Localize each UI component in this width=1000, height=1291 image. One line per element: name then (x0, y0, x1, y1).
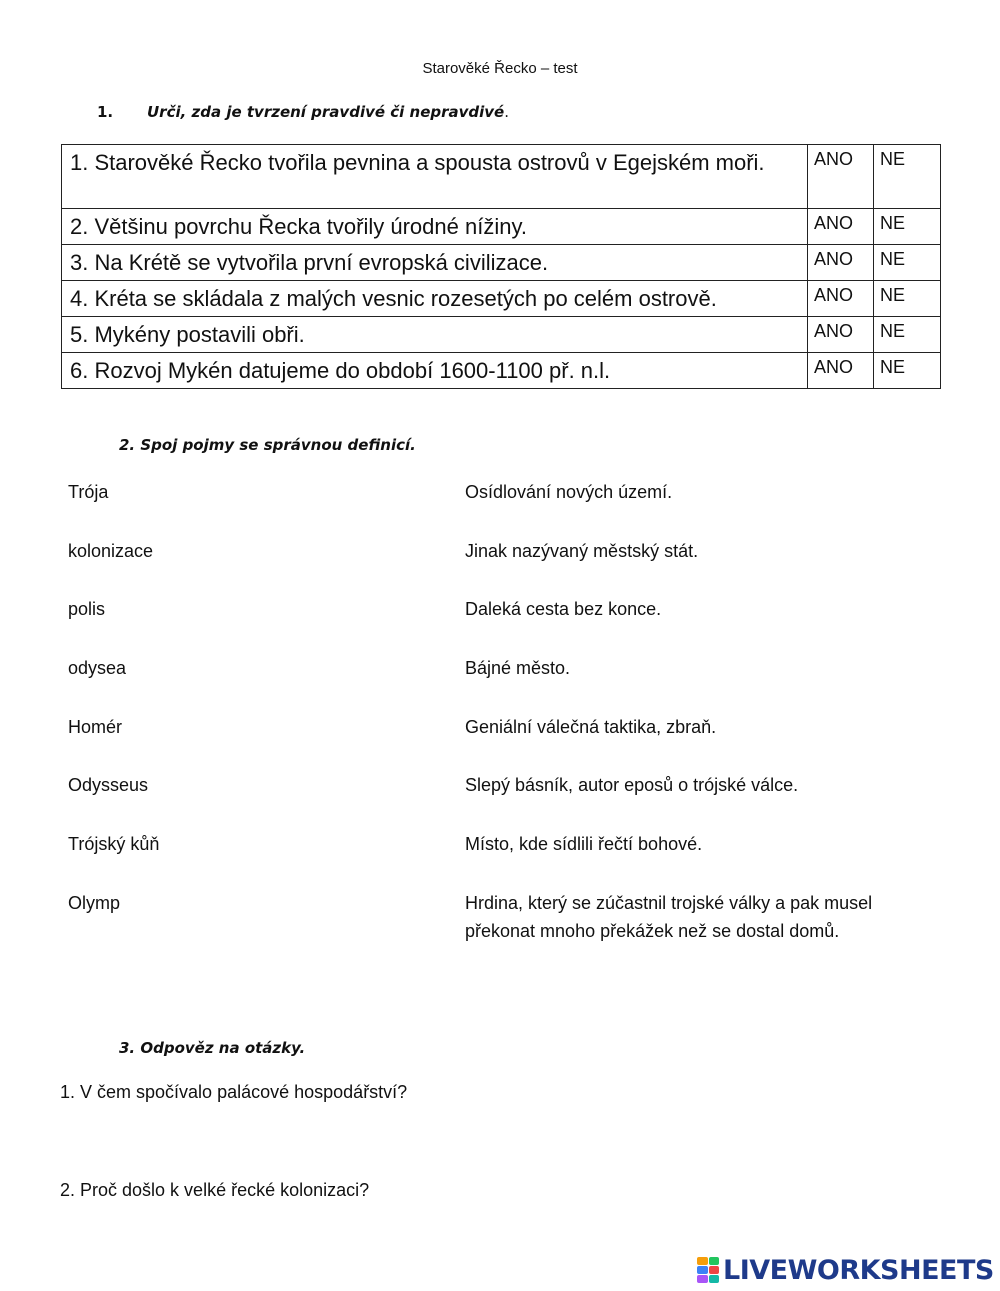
logo-tile (697, 1266, 708, 1274)
section1-heading-dot: . (504, 103, 510, 121)
true-false-table (61, 144, 941, 389)
match-term[interactable]: Odysseus (68, 775, 149, 795)
match-definition[interactable]: Daleká cesta bez konce. (465, 599, 662, 619)
logo-tiles-icon (697, 1257, 719, 1283)
match-term[interactable]: Trójský kůň (68, 834, 160, 854)
match-term[interactable]: Homér (68, 717, 123, 737)
match-definition[interactable]: Osídlování nových území. (465, 482, 673, 502)
answer-ne-option[interactable]: NE (874, 317, 941, 353)
question-1: 1. V čem spočívalo palácové hospodářství? (60, 1082, 408, 1102)
answer-ano-option[interactable]: ANO (808, 281, 874, 317)
section1-heading (97, 103, 509, 121)
match-definition[interactable]: Hrdina, který se zúčastnil trojské války a pak musel překonat mnoho překážek než se dostal domů. (465, 893, 873, 941)
section1-heading-text: Urči, zda je tvrzení pravdivé či nepravdivé (147, 103, 505, 121)
answer-ano-option[interactable]: ANO (808, 353, 874, 389)
answer-ne-option[interactable]: NE (874, 281, 941, 317)
answer-ne-option[interactable]: NE (874, 245, 941, 281)
match-definition[interactable]: Slepý básník, autor eposů o trójské válce. (465, 775, 799, 795)
answer-ne-option[interactable]: NE (874, 353, 941, 389)
question-2: 2. Proč došlo k velké řecké kolonizaci? (60, 1180, 370, 1200)
logo-tile (697, 1275, 708, 1283)
statement-text: 5. Mykény postavili obři. (62, 317, 808, 353)
statement-row (62, 145, 941, 209)
section3-heading: 3. Odpověz na otázky. (119, 1039, 306, 1057)
match-definition[interactable]: Bájné město. (465, 658, 571, 678)
section2-heading: 2. Spoj pojmy se správnou definicí. (119, 436, 416, 454)
logo-tile (697, 1257, 708, 1265)
logo-tile (709, 1257, 720, 1265)
section1-number: 1. (97, 103, 114, 121)
match-definition[interactable]: Geniální válečná taktika, zbraň. (465, 717, 717, 737)
page-title: Starověké Řecko – test (422, 60, 578, 77)
statement-text: 1. Starověké Řecko tvořila pevnina a spousta ostrovů v Egejském moři. (62, 145, 808, 209)
statement-row (62, 353, 941, 389)
answer-ano-option[interactable]: ANO (808, 145, 874, 209)
statement-text: 4. Kréta se skládala z malých vesnic rozesetých po celém ostrově. (62, 281, 808, 317)
answer-ne-option[interactable]: NE (874, 145, 941, 209)
match-term[interactable]: Trója (68, 482, 109, 502)
match-term[interactable]: kolonizace (68, 541, 154, 561)
statement-row (62, 281, 941, 317)
statement-text: 6. Rozvoj Mykén datujeme do období 1600-1100 př. n.l. (62, 353, 808, 389)
match-definition[interactable]: Jinak nazývaný městský stát. (465, 541, 699, 561)
logo-tile (709, 1275, 720, 1283)
logo-tile (709, 1266, 720, 1274)
statement-text: 2. Většinu povrchu Řecka tvořily úrodné nížiny. (62, 209, 808, 245)
statement-row (62, 245, 941, 281)
answer-ano-option[interactable]: ANO (808, 245, 874, 281)
match-term[interactable]: polis (68, 599, 106, 619)
match-term[interactable]: odysea (68, 658, 127, 678)
statement-row (62, 209, 941, 245)
liveworksheets-logo[interactable] (697, 1253, 994, 1287)
answer-ano-option[interactable]: ANO (808, 209, 874, 245)
match-definition[interactable]: Místo, kde sídlili řečtí bohové. (465, 834, 703, 854)
match-term[interactable]: Olymp (68, 893, 121, 913)
answer-ano-option[interactable]: ANO (808, 317, 874, 353)
answer-ne-option[interactable]: NE (874, 209, 941, 245)
statement-row (62, 317, 941, 353)
logo-text: LIVEWORKSHEETS (723, 1254, 994, 1286)
statement-text: 3. Na Krétě se vytvořila první evropská civilizace. (62, 245, 808, 281)
